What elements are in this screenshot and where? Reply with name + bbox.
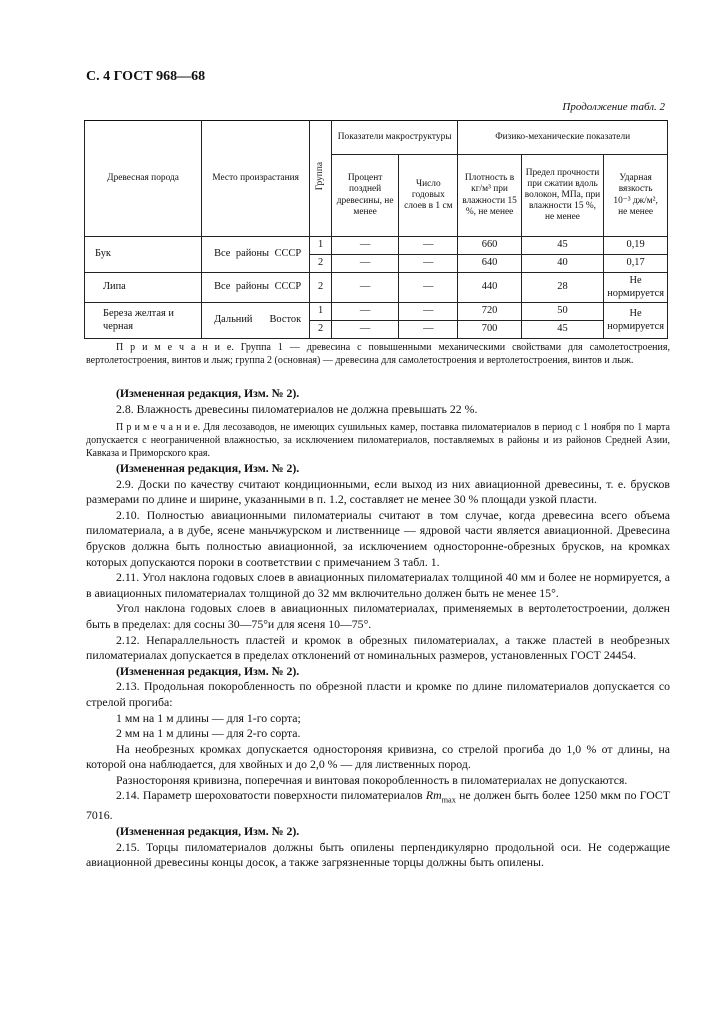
- cell-place: Дальний Восток: [202, 303, 310, 339]
- clause-2-13-d: Разностороняя кривизна, поперечная и винтовая покоробленность в пиломатериалах не допускаются.: [116, 772, 628, 787]
- col-rings: Число годовых слоев в 1 см: [399, 155, 458, 237]
- clause-2-10: 2.10. Полностью авиационными пиломатериалы считают в том случае, когда древесина всего объема пиломатериала, а в дубе, ясене маньчжурском и лиственнице — ядровой части является авиационной. Древесина брусков должна быть полностью авиационной, за исключением односторонне-обрезных брусков, на кромках которых допускаются пороки в соответствии с примечанием 3 табл. 1.: [86, 507, 670, 569]
- cell-impact: 0,19: [604, 237, 668, 255]
- col-macro: Показатели макроструктуры: [331, 121, 457, 155]
- table-caption: Продолжение табл. 2: [562, 101, 665, 113]
- amendment-note: (Измененная редакция, Изм. № 2).: [116, 386, 300, 400]
- col-species: Древесная порода: [85, 121, 202, 237]
- cell-strength: 50: [521, 303, 603, 321]
- cell-late-wood: —: [331, 303, 398, 321]
- page-header: С. 4 ГОСТ 968—68: [86, 69, 206, 84]
- cell-group: 2: [310, 321, 332, 339]
- table-note: П р и м е ч а н и е. Группа 1 — древесина с повышенными механическими свойствами для самолетостроения, вертолетостроения, винтов и лыж; группа 2 (основная) — древесина для самолетостроения и вертолетостроения, винтов и лыж.: [86, 342, 670, 366]
- cell-strength: 40: [521, 255, 603, 273]
- cell-strength: 45: [521, 237, 603, 255]
- clause-2-15: 2.15. Торцы пиломатериалов должны быть опилены перпендикулярно продольной оси. Не содержащие авиационной древесины концы досок, а также загрязненные торцы должны быть опилены.: [86, 839, 670, 870]
- cell-place: Все районы СССР: [202, 273, 310, 303]
- clause-2-13-c: На необрезных кромках допускается одностороняя кривизна, со стрелой прогиба до 1,0 % от длины, на которой она наблюдается, для хвойных и до 2,0 % — для лиственных пород.: [86, 741, 670, 772]
- clause-2-9: 2.9. Доски по качеству считают кондиционными, если выход из них авиационной древесины, т. е. брусков размерами по длине и ширине, указанными в п. 1.2, составляет не менее 30 % площади узкой пласти.: [86, 476, 670, 507]
- col-group: Группа: [310, 121, 332, 237]
- cell-species: Береза желтая и черная: [85, 303, 202, 339]
- cell-impact: Не нормируется: [604, 273, 668, 303]
- cell-rings: —: [399, 237, 458, 255]
- cell-late-wood: —: [331, 255, 398, 273]
- clause-2-8: 2.8. Влажность древесины пиломатериалов не должна превышать 22 %.: [116, 401, 478, 416]
- col-late-wood: Процент поздней древесины, не менее: [331, 155, 398, 237]
- cell-strength: 45: [521, 321, 603, 339]
- clause-2-12: 2.12. Непараллельность пластей и кромок в обрезных пиломатериалах, а также пластей в необрезных пиломатериалах допускается в пределах отклонений от номинальных размеров, установленных ГОСТ 24454.: [86, 632, 670, 663]
- cell-species: Липа: [85, 273, 202, 303]
- cell-place: Все районы СССР: [202, 237, 310, 273]
- cell-rings: —: [399, 273, 458, 303]
- cell-impact: 0,17: [604, 255, 668, 273]
- table-row: [85, 237, 668, 255]
- clause-2-13: 2.13. Продольная покоробленность по обрезной пласти и кромке по длине пиломатериалов допускается со стрелой прогиба:: [86, 679, 670, 709]
- cell-strength: 28: [521, 273, 603, 303]
- cell-group: 2: [310, 255, 332, 273]
- cell-density: 640: [458, 255, 521, 273]
- amendment-note: (Измененная редакция, Изм. № 2).: [116, 824, 300, 839]
- table-row: [85, 303, 668, 321]
- amendment-note: (Измененная редакция, Изм. № 2).: [116, 663, 300, 678]
- clause-2-13-a: 1 мм на 1 м длины — для 1-го сорта;: [116, 710, 301, 725]
- cell-density: 660: [458, 237, 521, 255]
- cell-species: Бук: [85, 237, 202, 273]
- cell-density: 720: [458, 303, 521, 321]
- cell-rings: —: [399, 303, 458, 321]
- amendment-note: (Измененная редакция, Изм. № 2).: [116, 461, 300, 475]
- cell-group: 2: [310, 273, 332, 303]
- cell-late-wood: —: [331, 321, 398, 339]
- cell-rings: —: [399, 255, 458, 273]
- cell-late-wood: —: [331, 237, 398, 255]
- col-strength: Предел прочности при сжатии вдоль волокон, МПа, при влажности 15 %, не менее: [521, 155, 603, 237]
- col-impact: Ударная вязкость 10⁻³ дж/м², не менее: [604, 155, 668, 237]
- cell-group: 1: [310, 237, 332, 255]
- table-row: [85, 273, 668, 303]
- cell-late-wood: —: [331, 273, 398, 303]
- col-physmech: Физико-механические показатели: [458, 121, 668, 155]
- clause-2-11: 2.11. Угол наклона годовых слоев в авиационных пиломатериалах толщиной 40 мм и более не нормируется, а в авиационных пиломатериалах толщиной до 32 мм включительно должен быть не менее 15°.: [86, 570, 670, 600]
- moisture-note: П р и м е ч а н и е. Для лесозаводов, не имеющих сушильных камер, поставка пиломатериалов в период с 1 ноября по 1 марта допускается с неограниченной влажностью, за исключением пиломатериалов, поставляемых в районы и из районов Средней Азии, Кавказа и Приморского края.: [86, 422, 670, 459]
- cell-density: 440: [458, 273, 521, 303]
- cell-impact: Не нормируется: [604, 303, 668, 339]
- cell-group: 1: [310, 303, 332, 321]
- clause-2-14: 2.14. Параметр шероховатости поверхности пиломатериалов $Rm_{max}$ не должен быть более 1250 мкм по ГОСТ 7016.: [86, 788, 670, 823]
- col-density: Плотность в кг/м³ при влажности 15 %, не менее: [458, 155, 521, 237]
- col-place: Место произрастания: [202, 121, 310, 237]
- clause-2-11-b: Угол наклона годовых слоев в авиационных пиломатериалах, применяемых в вертолетостроении, должен быть в пределах: для сосны 30—75°и для ясеня 10—75°.: [86, 601, 670, 631]
- cell-density: 700: [458, 321, 521, 339]
- roughness-symbol: Rm: [425, 788, 442, 803]
- cell-rings: —: [399, 321, 458, 339]
- clause-2-13-b: 2 мм на 1 м длины — для 2-го сорта.: [116, 726, 301, 741]
- wood-properties-table: [84, 120, 668, 339]
